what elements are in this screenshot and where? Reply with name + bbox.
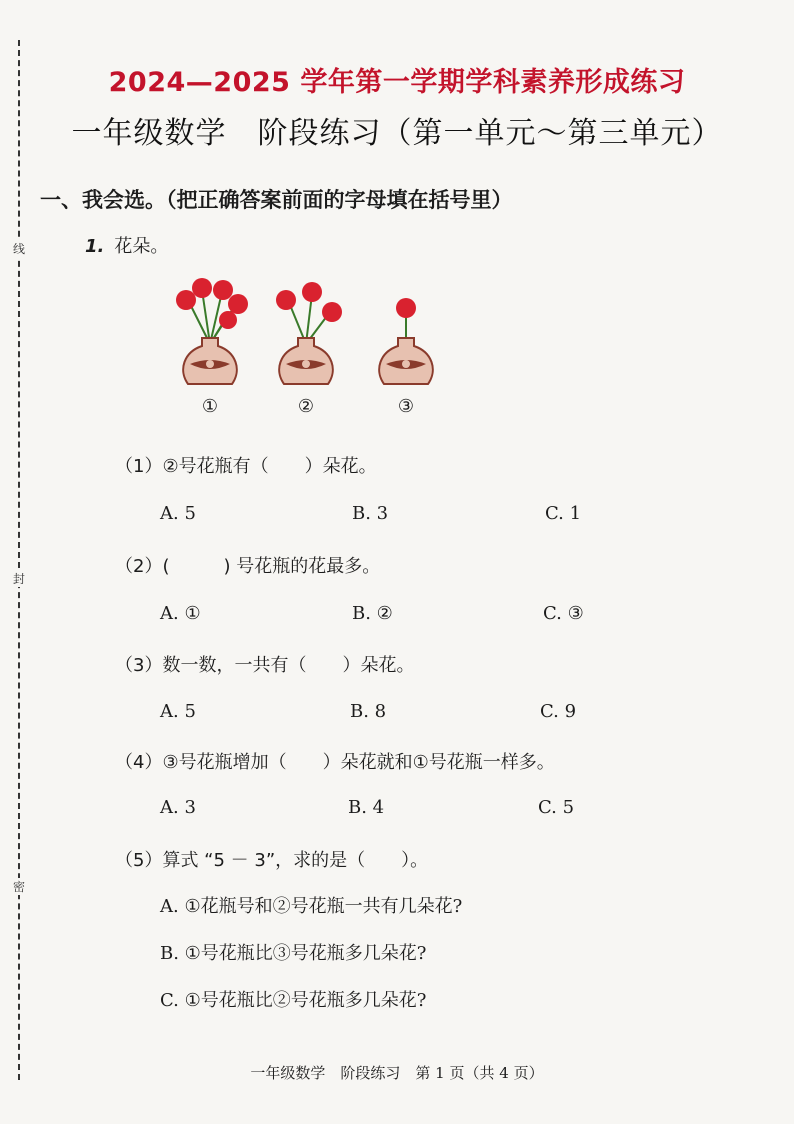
option-1c[interactable]: C. 1 xyxy=(545,503,582,524)
vase-1-label: ① xyxy=(201,396,219,417)
sub-question-1: （1）②号花瓶有（ ）朵花。 xyxy=(115,456,377,477)
page-footer: 一年级数学 阶段练习 第 1 页（共 4 页） xyxy=(250,1064,544,1082)
option-5c[interactable]: C. ①号花瓶比②号花瓶多几朵花? xyxy=(160,990,427,1011)
option-2a[interactable]: A. ① xyxy=(160,603,201,624)
flower-icon xyxy=(302,282,322,302)
question-1-title xyxy=(85,232,168,258)
option-4b[interactable]: B. 4 xyxy=(348,797,385,818)
vase-3-icon xyxy=(356,278,456,396)
sub-question-4: （4）③号花瓶增加（ ）朵花就和①号花瓶一样多。 xyxy=(115,752,555,773)
binding-char-secret: 密 xyxy=(10,878,28,895)
option-4c[interactable]: C. 5 xyxy=(538,797,575,818)
option-1b[interactable]: B. 3 xyxy=(352,503,389,524)
sub-question-5: （5）算式 “5 － 3”，求的是（ ）。 xyxy=(115,850,429,871)
question-number: 1. xyxy=(85,236,105,257)
option-1a[interactable]: A. 5 xyxy=(160,503,196,524)
option-3a[interactable]: A. 5 xyxy=(160,701,196,722)
option-3c[interactable]: C. 9 xyxy=(540,701,577,722)
flower-icon xyxy=(219,311,237,329)
sub-question-3: （3）数一数，一共有（ ）朵花。 xyxy=(115,655,415,676)
option-4a[interactable]: A. 3 xyxy=(160,797,196,818)
sub-question-2: （2）( ) 号花瓶的花最多。 xyxy=(115,556,381,577)
question-label: 花朵。 xyxy=(114,236,169,257)
option-2b[interactable]: B. ② xyxy=(352,603,393,624)
vase-illustration xyxy=(160,278,460,428)
flower-icon xyxy=(322,302,342,322)
flower-icon xyxy=(228,294,248,314)
flower-icon xyxy=(176,290,196,310)
flower-icon xyxy=(396,298,416,318)
flower-icon xyxy=(276,290,296,310)
vase-2-icon xyxy=(256,278,356,396)
option-3b[interactable]: B. 8 xyxy=(350,701,387,722)
flower-icon xyxy=(192,278,212,298)
option-2c[interactable]: C. ③ xyxy=(543,603,584,624)
vase-2-label: ② xyxy=(297,396,315,417)
vase-1-icon xyxy=(160,278,260,396)
binding-dashed-line xyxy=(18,40,20,1080)
flower-icon xyxy=(213,280,233,300)
section-heading: 一、我会选。（把正确答案前面的字母填在括号里） xyxy=(40,188,513,212)
exam-title: 2024—2025 学年第一学期学科素养形成练习 xyxy=(108,67,686,98)
vase-3-label: ③ xyxy=(397,396,415,417)
binding-char-line: 线 xyxy=(10,240,28,257)
option-5b[interactable]: B. ①号花瓶比③号花瓶多几朵花? xyxy=(160,943,427,964)
option-5a[interactable]: A. ①花瓶号和②号花瓶一共有几朵花? xyxy=(160,896,463,917)
exam-subtitle: 一年级数学 阶段练习（第一单元～第三单元） xyxy=(71,116,723,151)
binding-char-seal: 封 xyxy=(10,570,28,587)
